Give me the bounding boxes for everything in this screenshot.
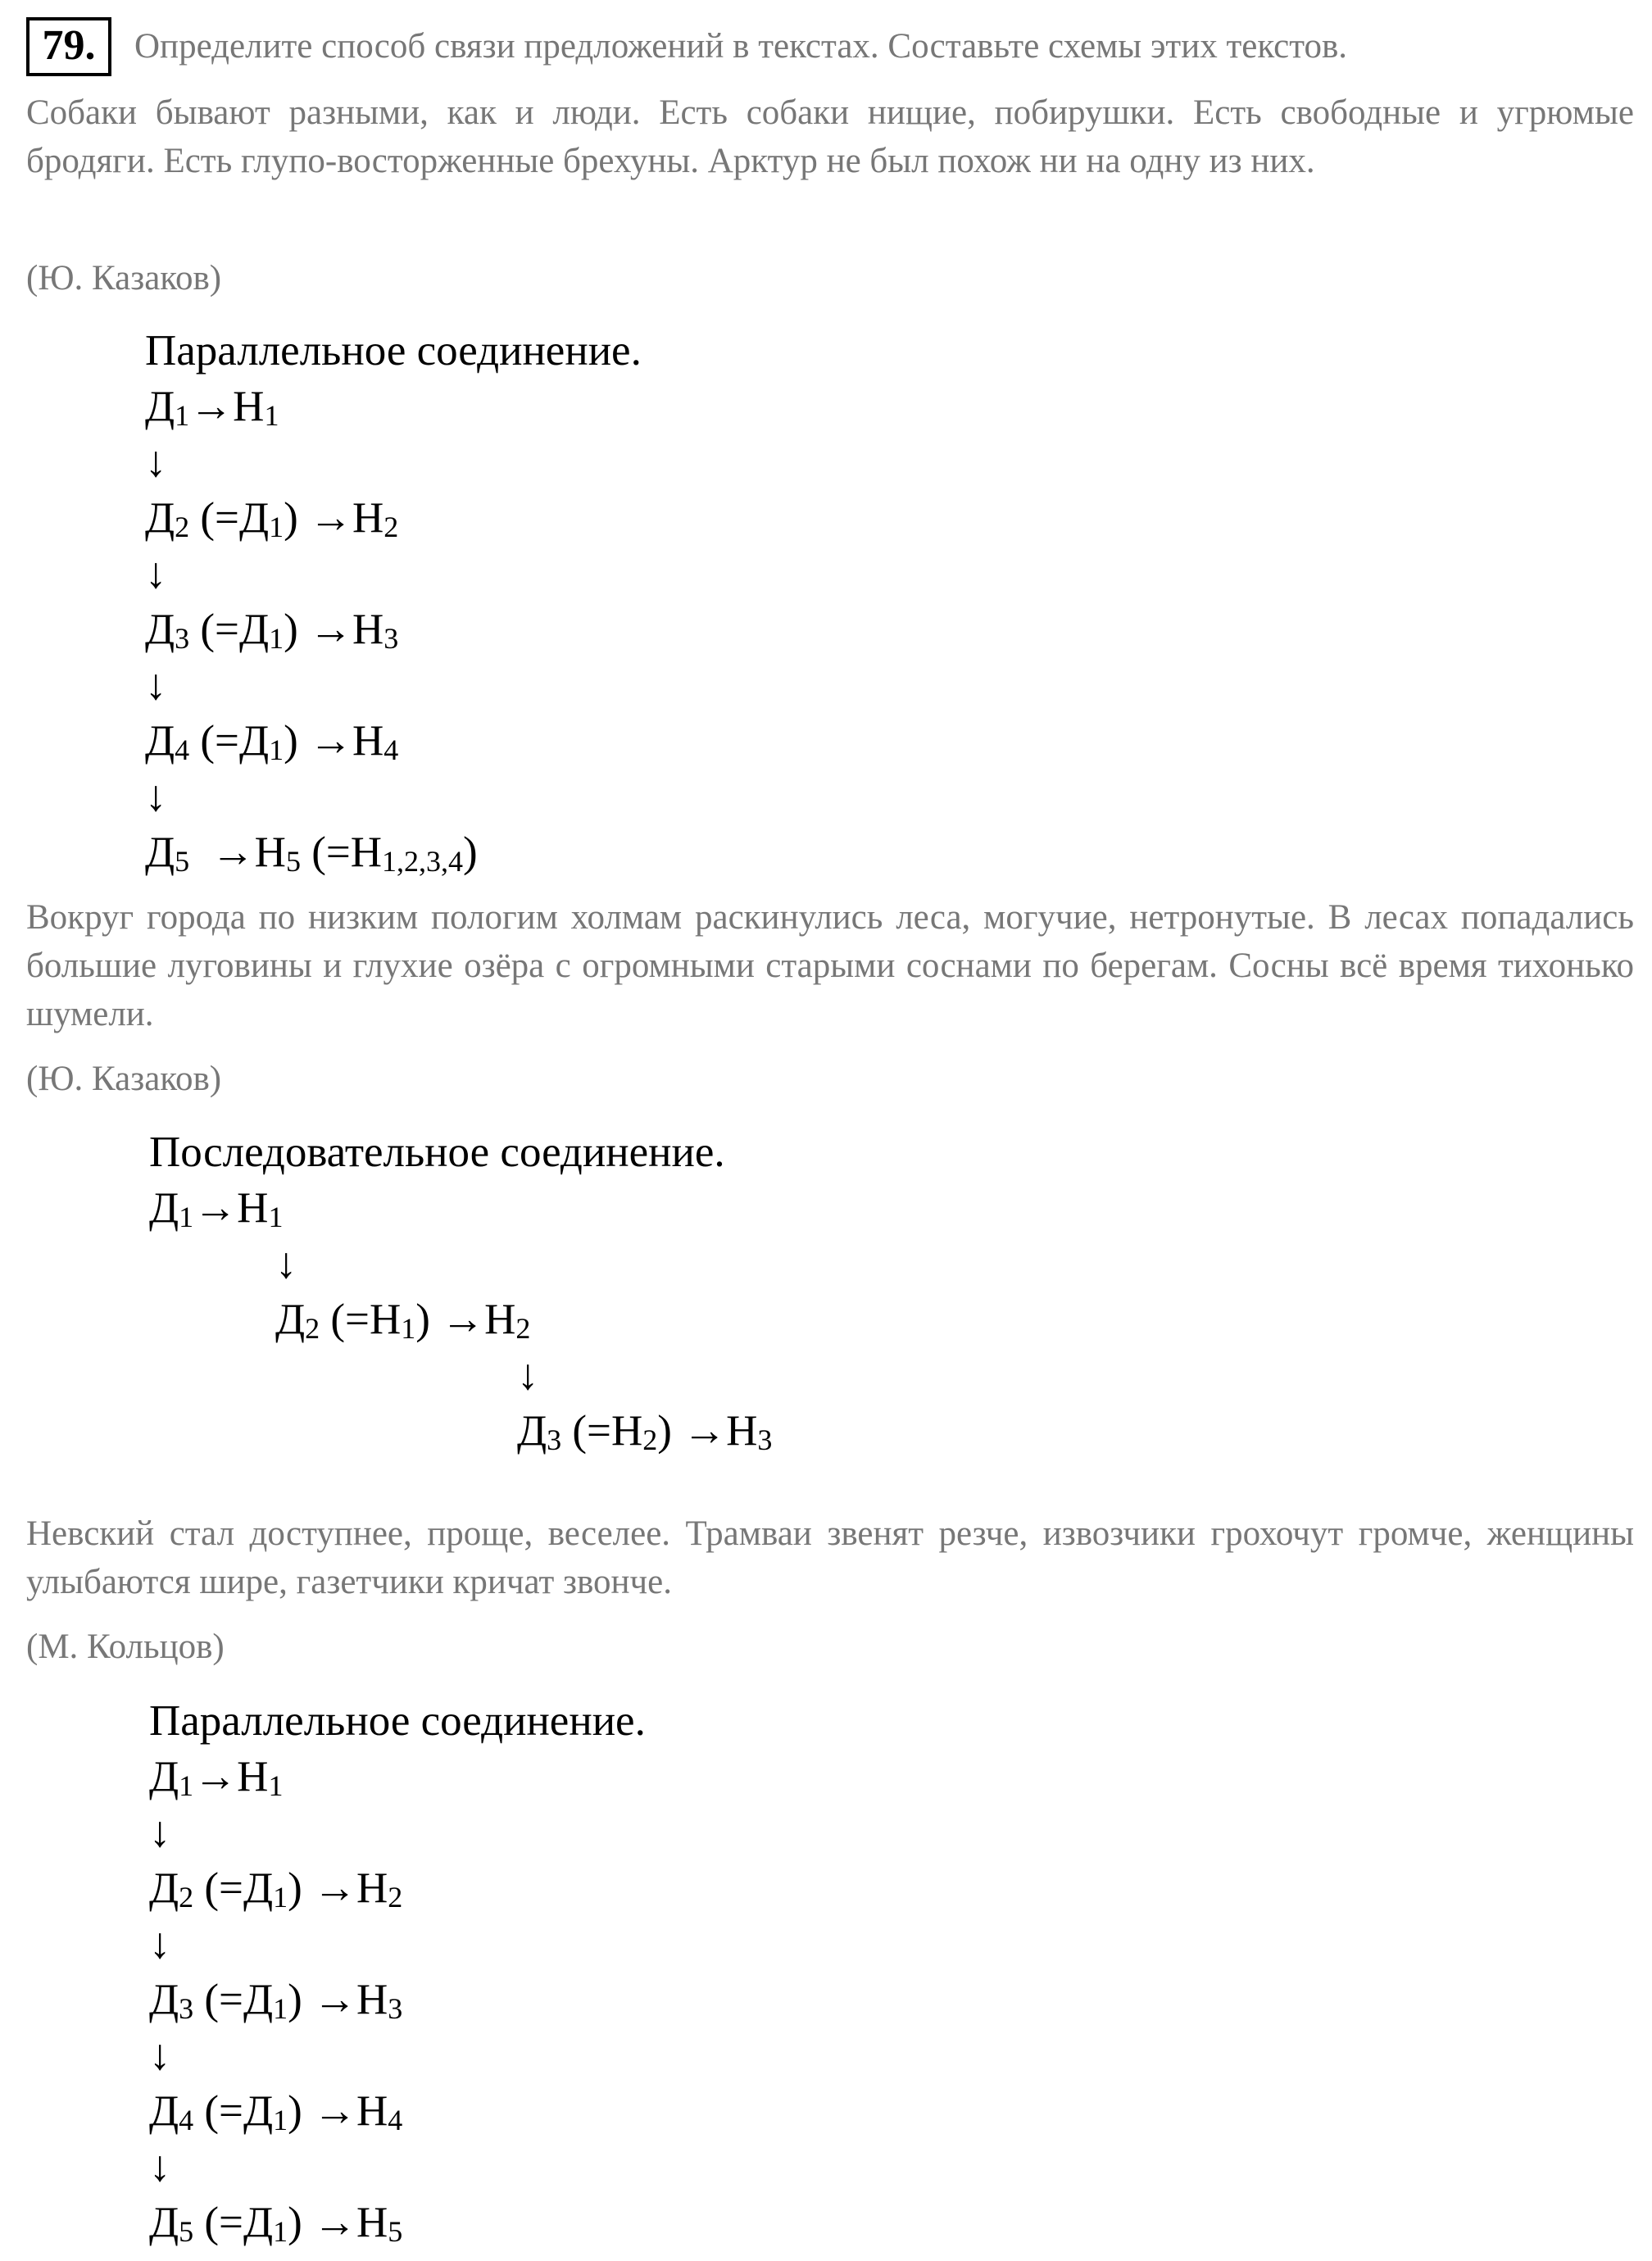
schema-text: ) →Н [288,2087,388,2135]
schema-text: (=Н [561,1407,643,1455]
schema-text: ↓ [145,550,167,597]
task-number-badge: 79. [26,17,111,76]
schema-row [145,713,642,769]
text-3-paragraph: Невский стал доступнее, проще, веселее. Трамваи звенят резче, извозчики грохочут громче, женщины улыбаются шире, газетчики кричат звонче. [26,1514,1634,1601]
schema-row [149,1860,646,1916]
text-3-author: (М. Кольцов) [26,1628,225,1666]
schema-text: Д [149,1976,179,2023]
schema-text: (=Д [193,2199,274,2246]
schema-row [149,1749,646,1805]
arrow-down-icon [149,1236,772,1292]
schema-row [145,824,642,880]
subscript: 2 [384,511,399,543]
subscript: 4 [384,733,399,766]
schema-row [149,1403,772,1459]
schema-text: Д [149,1753,179,1800]
subscript: 1 [273,2104,288,2136]
subscript: 5 [285,845,301,878]
schema-text: Д [145,717,175,765]
arrow-down-icon [145,769,642,824]
subscript: 1 [269,511,284,543]
schema-text: ↓ [149,1920,171,1968]
schema-text: ↓ [149,2032,171,2079]
schema-row [145,602,642,657]
schema-row [149,2195,646,2250]
text-1-paragraph: Собаки бывают разными, как и люди. Есть собаки нищие, побирушки. Есть свободные и угрюмые бродяги. Есть глупо-восторженные брехуны. Арктур не был похож ни на одну из них. [26,93,1634,180]
schema-text: Д [145,606,175,653]
text-3-schema [149,1693,646,2250]
schema-text: Д [149,2087,179,2135]
schema-text: (=Д [189,606,270,653]
subscript: 1 [269,733,284,766]
subscript: 1 [264,399,279,432]
schema-text: Д [145,494,175,542]
arrow-down-icon [149,2139,646,2195]
subscript: 1 [179,1201,194,1233]
schema-text: ↓ [149,2143,171,2191]
arrow-down-icon [145,434,642,490]
schema-text: ↓ [517,1351,539,1399]
task-instruction: Определите способ связи предложений в текстах. Составьте схемы этих текстов. [134,27,1348,66]
arrow-down-icon [149,1347,772,1403]
schema-row [145,379,642,434]
subscript: 3 [175,622,190,655]
schema-text: (=Н [300,829,383,876]
subscript: 3 [388,1992,403,2025]
schema-title: Параллельное соединение. [149,1697,646,1745]
text-2-paragraph: Вокруг города по низким пологим холмам раскинулись леса, могучие, нетронутые. В лесах попадались большие луговины и глухие озёра с огромными старыми соснами по берегам. Сосны всё время тихонько шумели. [26,898,1634,1033]
schema-text: (=Д [193,1976,274,2023]
subscript: 4 [179,2104,194,2136]
schema-text: ) →Н [288,1864,388,1912]
arrow-down-icon [149,1805,646,1860]
subscript: 2 [515,1312,531,1345]
schema-row [145,490,642,546]
subscript: 4 [388,2104,403,2136]
arrow-down-icon [149,1916,646,1972]
schema-text: ) →Н [284,494,384,542]
subscript: 2 [642,1423,658,1456]
schema-text: Д [145,383,175,430]
schema-text: Д [145,829,175,876]
subscript: 2 [179,1881,194,1914]
schema-text: ) →Н [284,717,384,765]
schema-text: Д [149,2199,179,2246]
schema-text: →Н [193,1184,269,1232]
schema-text: (=Н [320,1296,402,1343]
schema-row [149,1180,772,1236]
subscript: 1 [401,1312,416,1345]
text-2-schema [149,1124,772,1459]
subscript: 5 [175,845,190,878]
subscript: 1 [273,1881,288,1914]
subscript: 3 [547,1423,562,1456]
text-1-schema [145,323,642,880]
subscript: 2 [175,511,190,543]
schema-text: ↓ [145,773,167,820]
subscript: 3 [757,1423,773,1456]
schema-row [149,1972,646,2027]
schema-text: ) →Н [288,2199,388,2246]
subscript: 3 [384,622,399,655]
arrow-down-icon [145,657,642,713]
schema-text: →Н [189,829,286,876]
schema-text: (=Д [189,717,270,765]
subscript: 1 [179,1769,194,1802]
subscript: 1 [273,1992,288,2025]
schema-text: Д [149,1184,179,1232]
subscript: 5 [388,2215,403,2248]
arrow-down-icon [149,2027,646,2083]
subscript: 2 [305,1312,320,1345]
subscript: 1 [268,1769,284,1802]
schema-text: ↓ [145,438,167,486]
schema-text: (=Д [189,494,270,542]
subscript: 1 [273,2215,288,2248]
schema-text: Д [517,1407,547,1455]
subscript: 1 [175,399,190,432]
subscript: 4 [175,733,190,766]
schema-text: →Н [189,383,265,430]
subscript: 5 [179,2215,194,2248]
subscript: 1,2,3,4 [382,845,464,878]
schema-title: Параллельное соединение. [145,327,642,375]
schema-text: →Н [193,1753,269,1800]
schema-text: ) →Н [657,1407,758,1455]
schema-text: ↓ [149,1809,171,1856]
schema-row [149,1292,772,1347]
subscript: 1 [268,1201,284,1233]
subscript: 1 [269,622,284,655]
schema-text: (=Д [193,2087,274,2135]
schema-text: ) →Н [415,1296,516,1343]
arrow-down-icon [145,546,642,602]
schema-text: ↓ [145,661,167,709]
schema-title: Последовательное соединение. [149,1128,725,1176]
schema-text: ) [463,829,478,876]
text-2-author: (Ю. Казаков) [26,1060,222,1098]
schema-text: Д [149,1864,179,1912]
schema-text: ) →Н [284,606,384,653]
subscript: 3 [179,1992,194,2025]
schema-text: ↓ [275,1240,297,1287]
text-1-author: (Ю. Казаков) [26,259,222,297]
schema-text: Д [275,1296,306,1343]
schema-text: ) →Н [288,1976,388,2023]
schema-row [149,2083,646,2139]
schema-text: (=Д [193,1864,274,1912]
subscript: 2 [388,1881,403,1914]
